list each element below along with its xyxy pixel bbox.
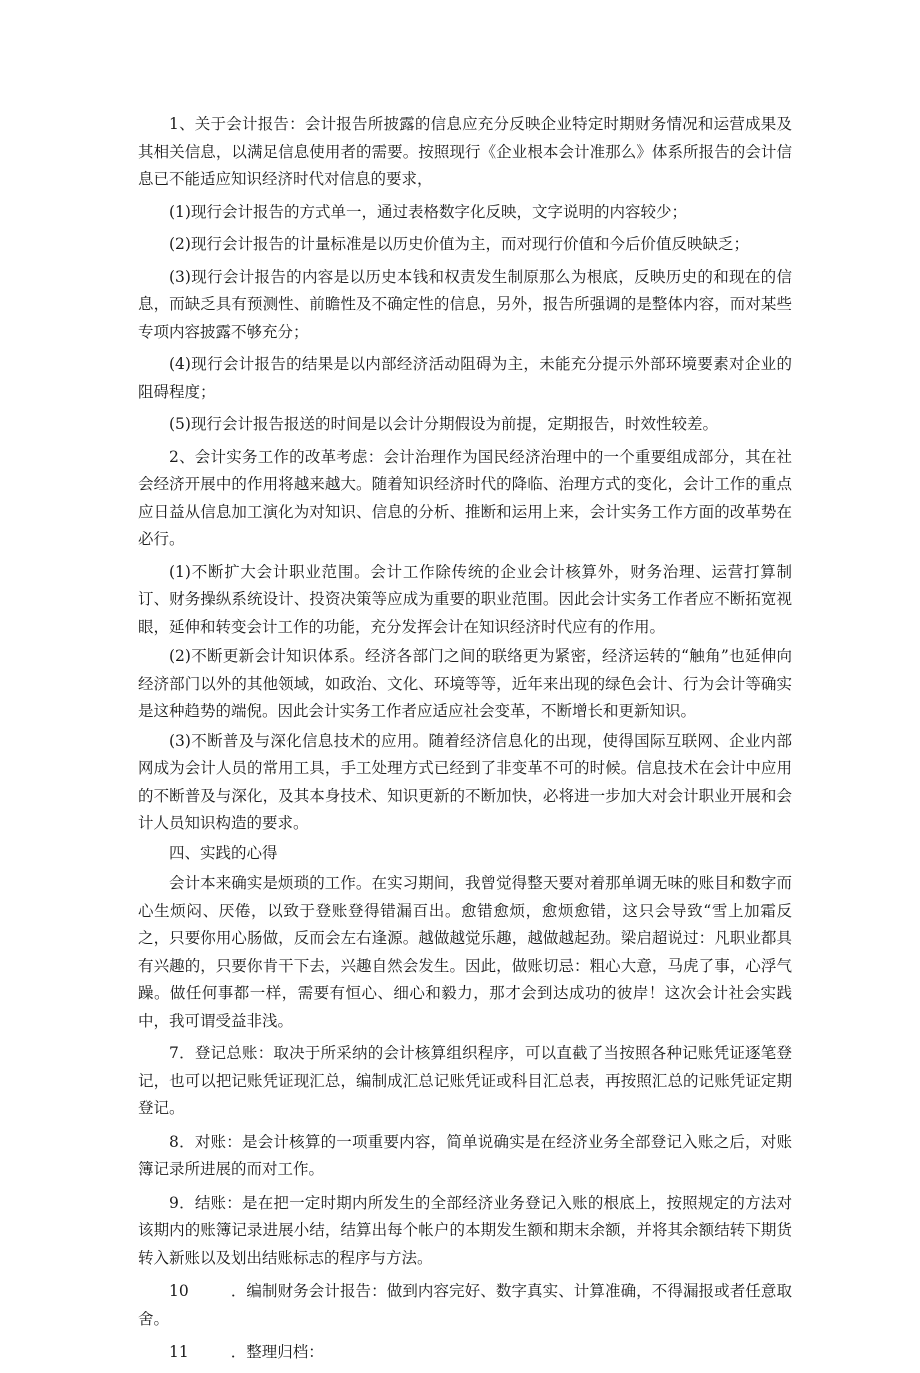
step-7-number: 7	[169, 1044, 179, 1062]
section4-heading: 四、实践的心得	[169, 843, 278, 862]
step-7	[138, 1040, 792, 1123]
step-9	[138, 1190, 792, 1273]
step-9-text: ．结账：是在把一定时期内所发生的全部经济业务登记入账的根底上，按照规定的方法对该期内的账簿记录进展小结，结算出每个帐户的本期发生额和期末余额，并将其余额结转下期货转入新账以及划出结账标志的程序与方法。	[138, 1193, 792, 1267]
section1-item-1: (1)现行会计报告的方式单一，通过表格数字化反映，文字说明的内容较少；	[169, 202, 687, 221]
step-10-text: ．编制财务会计报告：做到内容完好、数字真实、计算准确，不得漏报或者任意取舍。	[138, 1282, 792, 1328]
section1-item-5: (5)现行会计报告报送的时间是以会计分期假设为前提，定期报告，时效性较差。	[169, 415, 718, 433]
step-7-text: ．登记总账：取决于所采纳的会计核算组织程序，可以直截了当按照各种记账凭证逐笔登记，也可以把记账凭证现汇总，编制成汇总记账凭证或科目汇总表，再按照汇总的记账凭证定期登记。	[138, 1044, 792, 1117]
step-10-number: 10	[169, 1282, 189, 1300]
section2-intro: 2、会计实务工作的改革考虑：会计治理作为国民经济治理中的一个重要组成部分，其在社会经济开展中的作用将越来越大。随着知识经济时代的降临、治理方式的变化，会计工作的重点应日益从信息加工演化为对知识、信息的分析、推断和运用上来，会计实务工作方面的改革势在必行。	[138, 447, 792, 548]
section4-body: 会计本来确实是烦琐的工作。在实习期间，我曾觉得整天要对着那单调无味的账目和数字而心生烦闷、厌倦，以致于登账登得错漏百出。愈错愈烦，愈烦愈错，这只会导致“雪上加霜反之，只要你用心肠做，反而会左右逢源。越做越觉乐趣，越做越起劲。梁启超说过：凡职业都具有兴趣的，只要你肯干下去，兴趣自然会发生。因此，做账切忌：粗心大意，马虎了事，心浮气躁。做任何事都一样，需要有恒心、细心和毅力，那才会到达成功的彼岸！这次会计社会实践中，我可谓受益非浅。	[138, 874, 792, 1030]
step-8	[138, 1129, 792, 1184]
section1-item-4: (4)现行会计报告的结果是以内部经济活动阻碍为主，未能充分提示外部环境要素对企业的阻碍程度；	[138, 355, 792, 401]
section2-item-1: (1)不断扩大会计职业范围。会计工作除传统的企业会计核算外，财务治理、运营打算制订、财务操纵系统设计、投资决策等应成为重要的职业范围。因此会计实务工作者应不断拓宽视眼，延伸和转变会计工作的功能，充分发挥会计在知识经济时代应有的作用。	[138, 562, 792, 636]
section1-intro: 1、关于会计报告：会计报告所披露的信息应充分反映企业特定时期财务情况和运营成果及其相关信息，以满足信息使用者的需要。按照现行《企业根本会计准那么》体系所报告的会计信息已不能适应知识经济时代对信息的要求，	[138, 115, 792, 188]
section2-item-3: (3)不断普及与深化信息技术的应用。随着经济信息化的出现，使得国际互联网、企业内部网成为会计人员的常用工具，手工处理方式已经到了非变革不可的时候。信息技术在会计中应用的不断普及与深化，及其本身技术、知识更新的不断加快，必将进一步加大对会计职业开展和会计人员知识构造的要求。	[138, 731, 792, 832]
step-11-number: 11	[169, 1343, 189, 1361]
document-page	[138, 111, 792, 1373]
step-11	[138, 1339, 792, 1367]
step-8-text: ．对账：是会计核算的一项重要内容，简单说确实是在经济业务全部登记入账之后，对账簿记录所进展的而对工作。	[138, 1132, 792, 1178]
section2-item-2: (2)不断更新会计知识体系。经济各部门之间的联络更为紧密，经济运转的“触角”也延伸向经济部门以外的其他领域，如政治、文化、环境等等，近年来出现的绿色会计、行为会计等确实是这种趋势的端倪。因此会计实务工作者应适应社会变革，不断增长和更新知识。	[138, 647, 792, 720]
step-10	[138, 1278, 792, 1333]
step-11-text: ．整理归档：	[230, 1343, 324, 1361]
section1-item-2: (2)现行会计报告的计量标准是以历史价值为主，而对现行价值和今后价值反映缺乏；	[169, 235, 749, 253]
step-8-number: 8	[169, 1132, 179, 1151]
step-9-number: 9	[169, 1193, 179, 1212]
section1-item-3: (3)现行会计报告的内容是以历史本钱和权责发生制原那么为根底，反映历史的和现在的信息，而缺乏具有预测性、前瞻性及不确定性的信息，另外，报告所强调的是整体内容，而对某些专项内容披露不够充分；	[138, 267, 792, 341]
